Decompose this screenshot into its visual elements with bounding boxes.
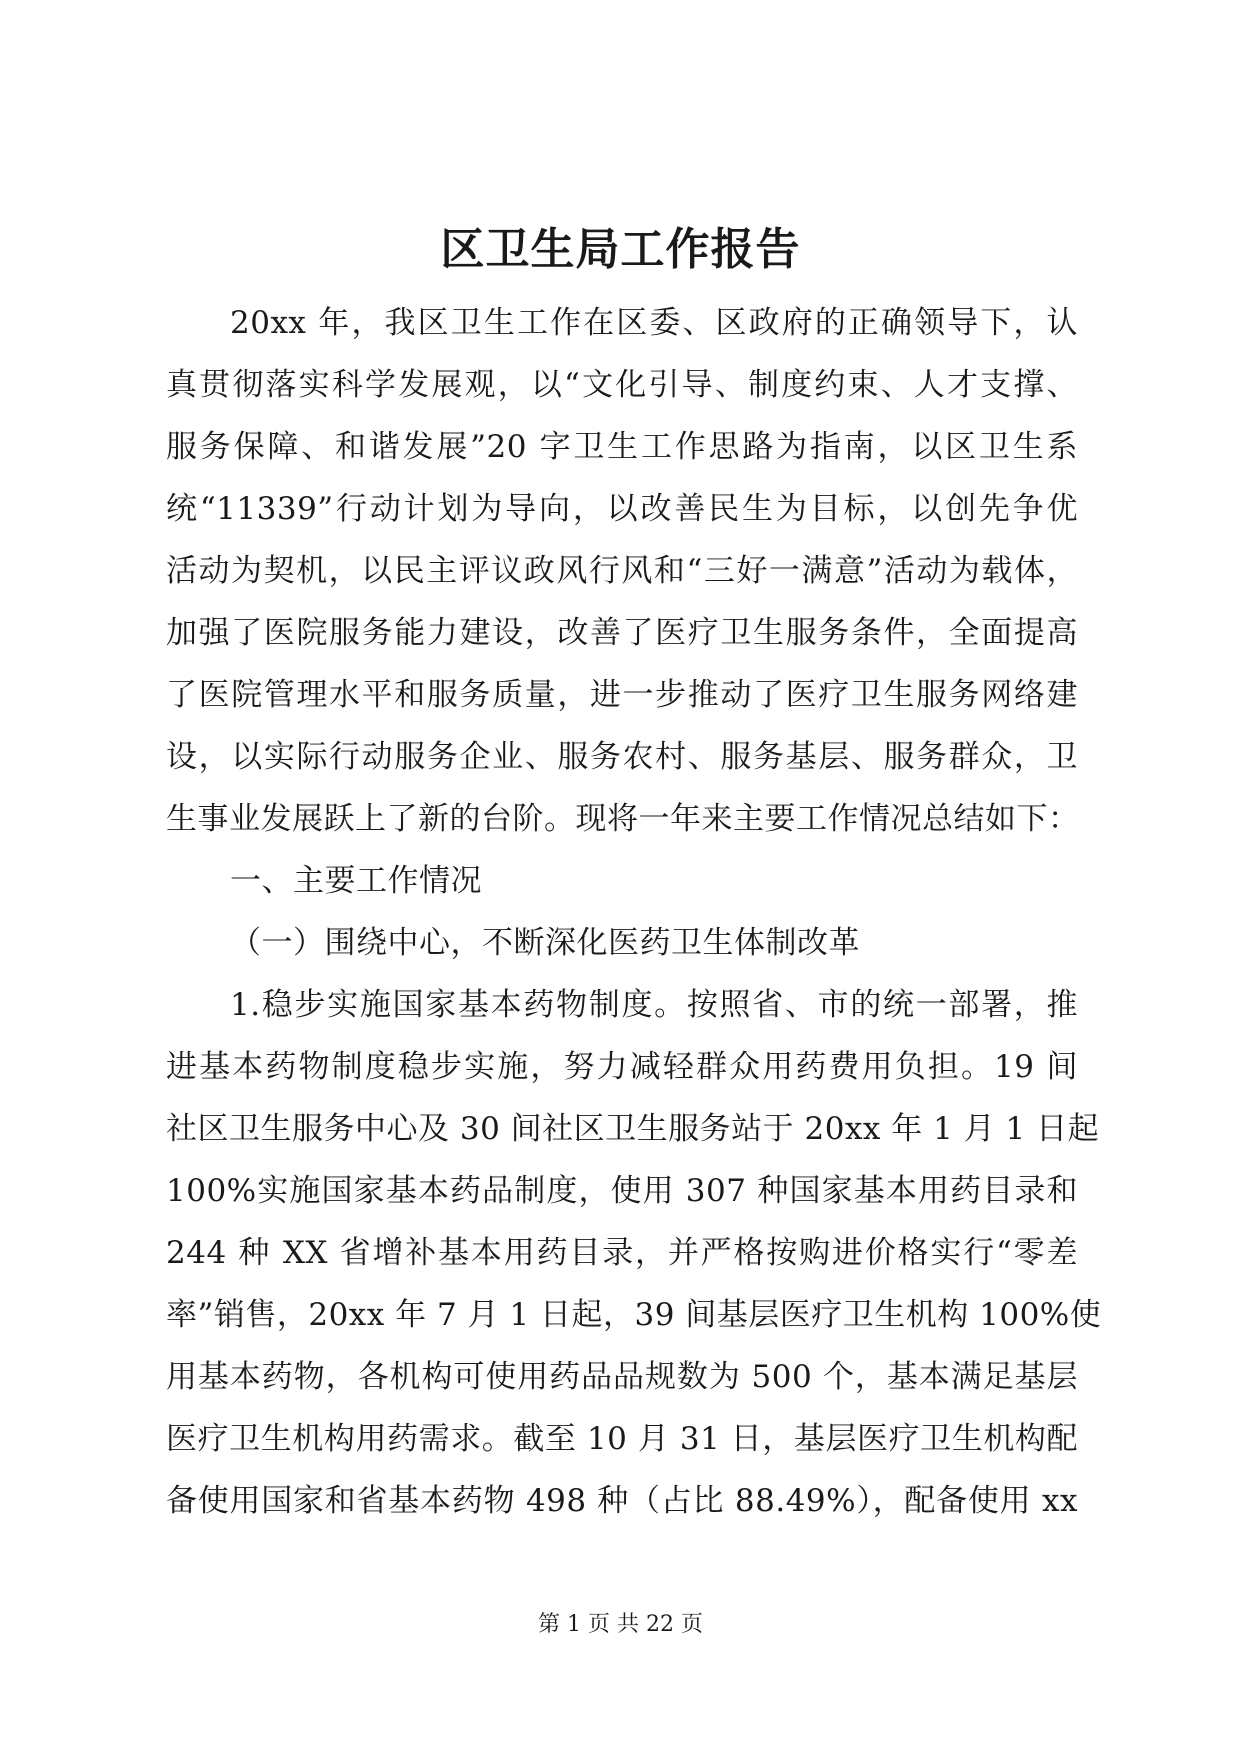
paragraph-line: 进基本药物制度稳步实施，努力减轻群众用药费用负担。19 间 bbox=[166, 1049, 1078, 1085]
paragraph-line: 了医院管理水平和服务质量，进一步推动了医疗卫生服务网络建 bbox=[166, 677, 1078, 713]
paragraph-line: 100%实施国家基本药品制度，使用 307 种国家基本用药目录和 bbox=[166, 1173, 1078, 1209]
paragraph-line: 医疗卫生机构用药需求。截至 10 月 31 日，基层医疗卫生机构配 bbox=[166, 1421, 1078, 1457]
paragraph-line: 1.稳步实施国家基本药物制度。按照省、市的统一部署，推 bbox=[230, 987, 1078, 1023]
paragraph-line: 统“11339”行动计划为导向，以改善民生为目标，以创先争优 bbox=[166, 491, 1078, 527]
item-paragraph bbox=[166, 974, 1102, 1532]
paragraph-line: 20xx 年，我区卫生工作在区委、区政府的正确领导下，认 bbox=[230, 305, 1078, 341]
paragraph-line: 真贯彻落实科学发展观，以“文化引导、制度约束、人才支撑、 bbox=[166, 367, 1078, 403]
paragraph-line: 活动为契机，以民主评议政风行风和“三好一满意”活动为载体， bbox=[166, 553, 1078, 589]
paragraph-line: 服务保障、和谐发展”20 字卫生工作思路为指南，以区卫生系 bbox=[166, 429, 1078, 465]
paragraph-line: 设，以实际行动服务企业、服务农村、服务基层、服务群众，卫 bbox=[166, 739, 1078, 775]
paragraph-line: 社区卫生服务中心及 30 间社区卫生服务站于 20xx 年 1 月 1 日起 bbox=[166, 1111, 1100, 1147]
paragraph-line: 生事业发展跃上了新的台阶。现将一年来主要工作情况总结如下： bbox=[166, 801, 1080, 837]
document-body bbox=[166, 292, 1102, 1532]
paragraph-line: 备使用国家和省基本药物 498 种（占比 88.49%），配备使用 xx bbox=[166, 1483, 1078, 1519]
document-title: 区卫生局工作报告 bbox=[440, 224, 801, 275]
subsection-heading: （一）围绕中心，不断深化医药卫生体制改革 bbox=[230, 925, 860, 961]
paragraph-line: 244 种 XX 省增补基本用药目录，并严格按购进价格实行“零差 bbox=[166, 1235, 1078, 1271]
paragraph-line: 加强了医院服务能力建设，改善了医疗卫生服务条件，全面提高 bbox=[166, 615, 1078, 651]
paragraph-line: 用基本药物，各机构可使用药品品规数为 500 个，基本满足基层 bbox=[166, 1359, 1078, 1395]
page-footer: 第 1 页 共 22 页 bbox=[538, 1612, 703, 1637]
intro-paragraph bbox=[166, 292, 1078, 850]
paragraph-line: 率”销售，20xx 年 7 月 1 日起，39 间基层医疗卫生机构 100%使 bbox=[166, 1297, 1102, 1333]
section-heading: 一、主要工作情况 bbox=[230, 863, 482, 899]
